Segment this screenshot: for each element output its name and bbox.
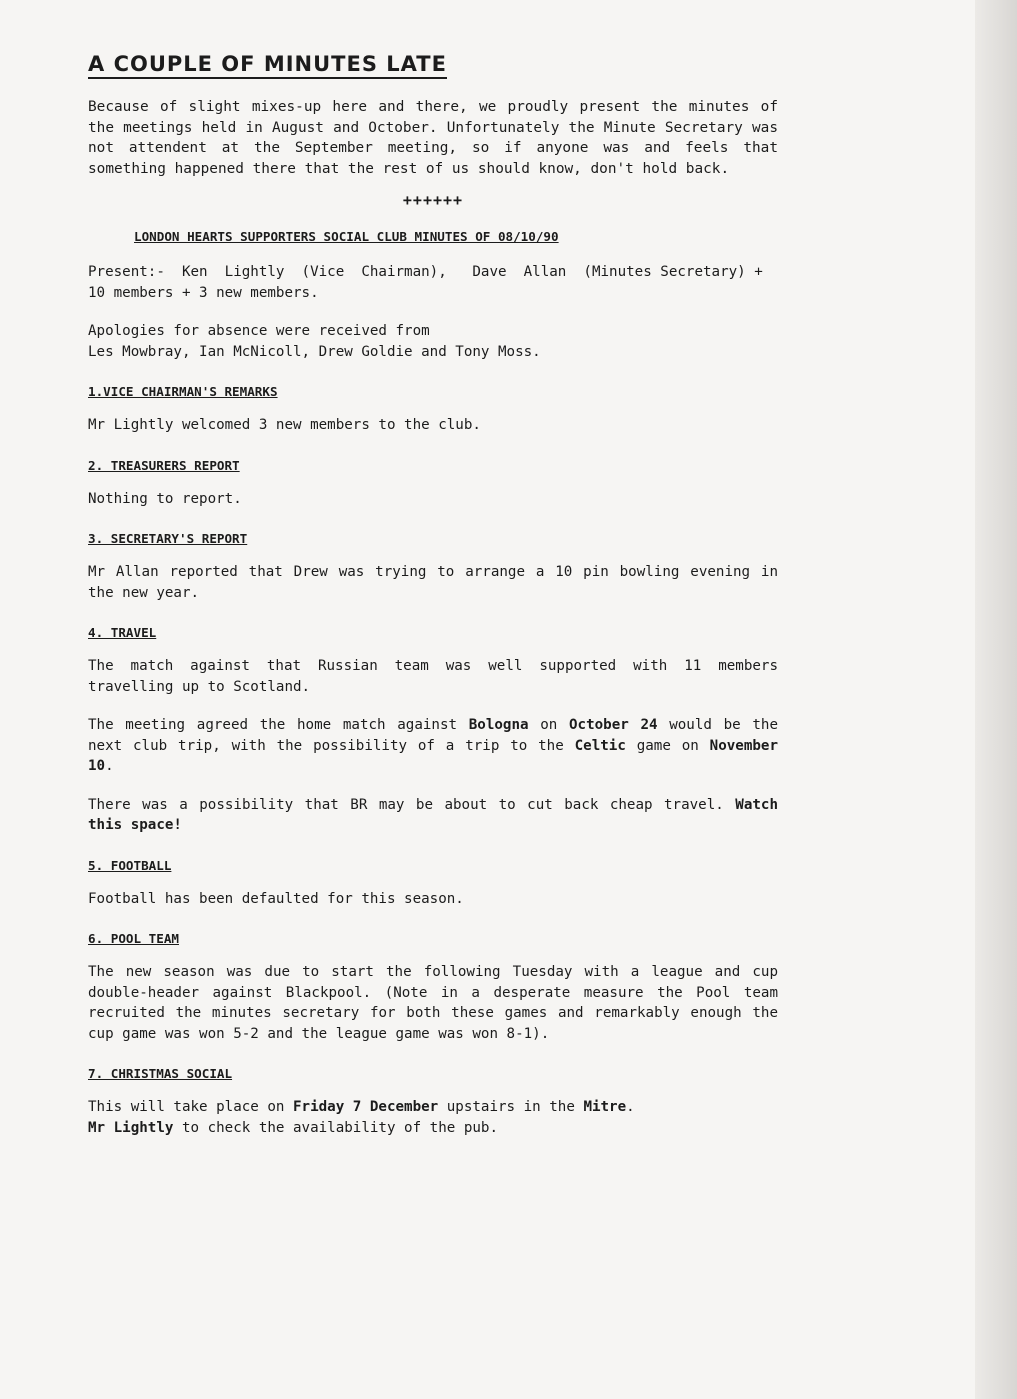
social-bold-mitre: Mitre xyxy=(583,1099,627,1115)
travel-text: . xyxy=(105,758,114,774)
social-text: to check the availability of the pub. xyxy=(173,1119,499,1136)
minutes-heading: LONDON HEARTS SUPPORTERS SOCIAL CLUB MINUTES OF 08/10/90 xyxy=(134,229,559,244)
travel-paragraph-1: The match against that Russian team was well supported with 11 members travelling up to Scotland. xyxy=(88,658,778,695)
travel-text: There was a possibility that BR may be about to cut back cheap travel. xyxy=(88,796,736,813)
separator: ++++++ xyxy=(402,191,464,209)
travel-text: would be the next club trip, with the possibility of a trip to the xyxy=(88,717,779,754)
travel-paragraph-3 xyxy=(88,795,778,836)
section-heading-football: 5. FOOTBALL xyxy=(88,857,172,873)
social-bold-lightly: Mr Lightly xyxy=(88,1119,174,1136)
section-heading-secretary: 3. SECRETARY'S REPORT xyxy=(88,531,248,546)
travel-bold-bologna: Bologna xyxy=(468,717,529,733)
section-heading-treasurer: 2. TREASURERS REPORT xyxy=(88,457,240,473)
travel-bold-date: October 24 xyxy=(568,717,658,733)
page-edge xyxy=(975,0,1017,1399)
section-text-vice-chairman: Mr Lightly welcomed 3 new members to the club. xyxy=(88,417,481,433)
social-text: This will take place on xyxy=(88,1099,293,1115)
travel-bold-watch: Watch this space! xyxy=(88,796,778,833)
document-body xyxy=(88,52,778,1138)
travel-text: game on xyxy=(625,737,710,754)
section-text-treasurer: Nothing to report. xyxy=(88,490,242,507)
section-text-christmas-social xyxy=(88,1097,778,1138)
travel-text: The meeting agreed the home match against xyxy=(88,717,469,733)
section-heading-pool-team: 6. POOL TEAM xyxy=(88,931,179,946)
travel-paragraph-2 xyxy=(88,715,778,777)
section-text-secretary: Mr Allan reported that Drew was trying to arrange a 10 pin bowling evening in the new year. xyxy=(88,564,778,601)
social-text: . xyxy=(626,1099,635,1115)
section-heading-christmas-social: 7. CHRISTMAS SOCIAL xyxy=(88,1066,233,1081)
section-text-football: Football has been defaulted for this season. xyxy=(88,890,464,907)
section-text-pool-team: The new season was due to start the following Tuesday with a league and cup double-header against Blackpool. (Note in a desperate measure the Pool team recruited the minutes secretary for both these games and remarkably enough the cup game was won 5-2 and the league game was won 8-1). xyxy=(88,964,778,1042)
travel-text: on xyxy=(528,717,569,733)
travel-bold-november: November 10 xyxy=(88,737,779,774)
section-heading-travel: 4. TRAVEL xyxy=(88,625,157,640)
intro-paragraph: Because of slight mixes-up here and there, we proudly present the minutes of the meetings held in August and October. Unfortunately the Minute Secretary was not attendent at the September meeting, so if anyone was and feels that something happened there that the rest of us should know, don't hold back. xyxy=(88,99,778,177)
travel-bold-celtic: Celtic xyxy=(574,737,626,754)
apologies-line-2: Les Mowbray, Ian McNicoll, Drew Goldie and Tony Moss. xyxy=(88,343,541,360)
present-line: Present:- Ken Lightly (Vice Chairman), Dave Allan (Minutes Secretary) + 10 members + 3 new members. xyxy=(88,264,772,301)
apologies-line-1: Apologies for absence were received from xyxy=(88,323,430,339)
section-heading-vice-chairman: 1.VICE CHAIRMAN'S REMARKS xyxy=(88,384,278,399)
social-text: upstairs in the xyxy=(438,1099,584,1115)
social-bold-date: Friday 7 December xyxy=(293,1099,439,1115)
apologies xyxy=(88,321,778,362)
article-title: A COUPLE OF MINUTES LATE xyxy=(88,52,447,79)
